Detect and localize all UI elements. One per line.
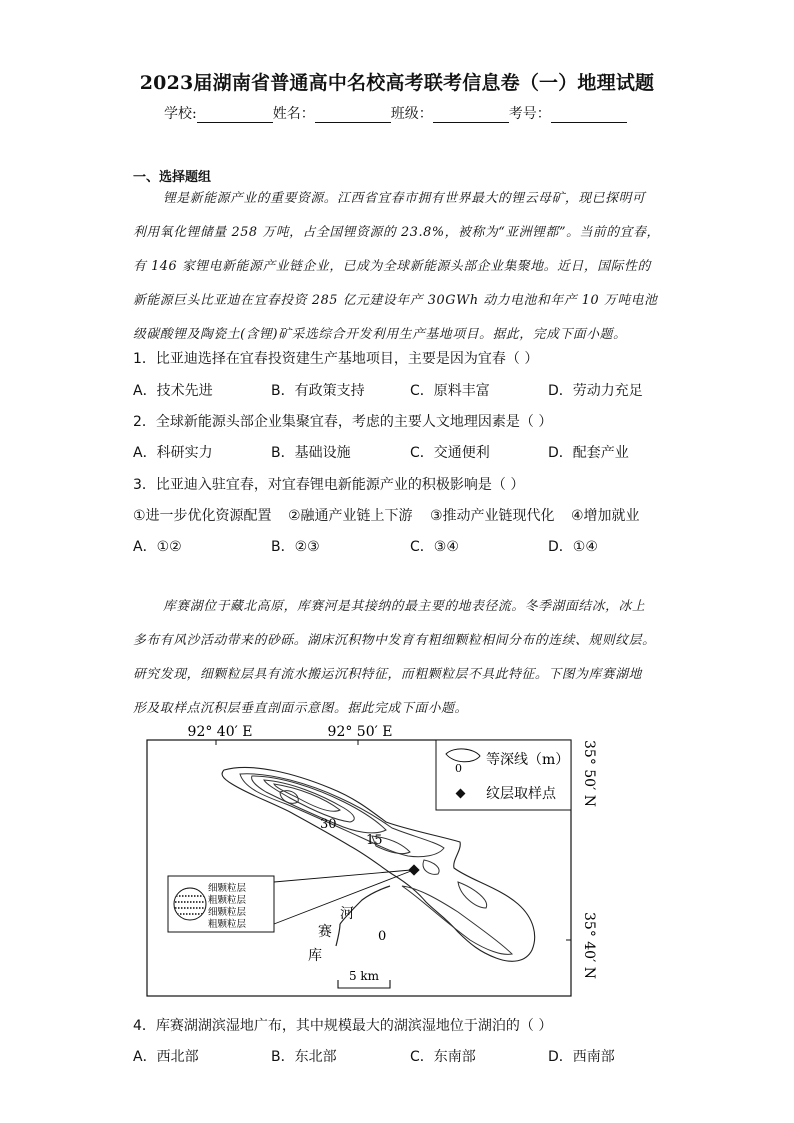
- passage-2: [133, 590, 663, 726]
- question-1-option-b[interactable]: B．有政策支持: [271, 383, 365, 399]
- passage-2-line: 多布有风沙活动带来的砂砾。湖床沉积物中发育有粗细颗粒相间分布的连续、规则纹层。: [133, 633, 656, 648]
- question-4-stem: 4．库赛湖湖滨湿地广布，其中规模最大的湖滨湿地位于湖泊的（ ）: [133, 1018, 553, 1034]
- river-label-ku: 库: [308, 948, 322, 964]
- lon-label-2: 92° 50′ E: [327, 724, 393, 740]
- contour-line: [252, 776, 386, 833]
- contour-label-15: 15: [366, 833, 383, 848]
- question-1-option-a[interactable]: A．技术先进: [133, 383, 213, 399]
- question-4-option-a[interactable]: A．西北部: [133, 1049, 199, 1065]
- class-blank: [433, 108, 509, 123]
- passage-1-line: 利用氧化锂储量 258 万吨，占全国锂资源的 23.8%，被称为“亚洲锂都”。当前的宜春，: [133, 225, 660, 240]
- passage-1-line: 新能源巨头比亚迪在宜春投资 285 亿元建设年产 30GWh 动力电池和年产 10 万吨电池: [133, 293, 658, 308]
- kusai-lake-map: [140, 718, 610, 1000]
- exam-no-blank: [551, 108, 627, 123]
- name-label: 姓名：: [272, 106, 315, 122]
- question-2-option-b[interactable]: B．基础设施: [271, 445, 351, 461]
- passage-1-line: 级碳酸锂及陶瓷土(含锂)矿采选综合开发利用生产基地项目。据此，完成下面小题。: [133, 327, 627, 342]
- question-3-choice-4: ④增加就业: [571, 508, 640, 524]
- question-2-option-d[interactable]: D．配套产业: [548, 445, 629, 461]
- question-3-stem: 3．比亚迪入驻宜春，对宜春锂电新能源产业的积极影响是（ ）: [133, 477, 525, 493]
- question-3-choice-2: ②融通产业链上下游: [288, 508, 413, 524]
- question-2-stem: 2．全球新能源头部企业集聚宜春，考虑的主要人文地理因素是（ ）: [133, 414, 553, 430]
- question-2-option-c[interactable]: C．交通便利: [410, 445, 490, 461]
- passage-1-line: 有 146 家锂电新能源产业链企业，已成为全球新能源头部企业集聚地。近日，国际性的: [133, 259, 651, 274]
- river-label-he: 河: [340, 906, 354, 922]
- question-3-option-a[interactable]: A．①②: [133, 539, 182, 555]
- scale-label: 5 km: [348, 969, 380, 983]
- question-1-option-c[interactable]: C．原料丰富: [410, 383, 490, 399]
- passage-1: [133, 182, 663, 352]
- passage-1-line: 锂是新能源产业的重要资源。江西省宜春市拥有世界最大的锂云母矿，现已探明可: [163, 191, 646, 206]
- callout-line-top: [274, 870, 411, 882]
- passage-2-line: 研究发现，细颗粒层具有流水搬运沉积特征，而粗颗粒层不具此特征。下图为库赛湖地: [133, 667, 643, 682]
- layer-label-4: 粗颗粒层: [208, 919, 247, 930]
- river-label-sai: 赛: [318, 924, 332, 940]
- lat-label-1: 35° 50′ N: [581, 740, 597, 807]
- contour-label-30: 30: [320, 817, 337, 832]
- class-label: 班级：: [390, 106, 433, 122]
- page-title: 2023届湖南省普通高中名校高考联考信息卷（一）地理试题: [139, 72, 655, 94]
- question-3-option-d[interactable]: D．①④: [548, 539, 598, 555]
- contour-line: [423, 860, 439, 874]
- layer-label-1: 细颗粒层: [208, 883, 247, 894]
- info-line: [164, 103, 627, 123]
- exam-no-label: 考号：: [508, 106, 551, 122]
- sediment-core: [174, 888, 206, 920]
- question-3-option-b[interactable]: B．②③: [271, 539, 320, 555]
- question-4-option-b[interactable]: B．东北部: [271, 1049, 337, 1065]
- contour-line: [402, 886, 512, 954]
- passage-2-line: 形及取样点沉积层垂直剖面示意图。据此完成下面小题。: [133, 701, 468, 716]
- question-4-option-c[interactable]: C．东南部: [410, 1049, 476, 1065]
- legend-contour-label: 等深线（m）: [486, 752, 570, 768]
- kusai-river-lower: [336, 924, 340, 946]
- lon-label-1: 92° 40′ E: [187, 724, 253, 740]
- contour-label-0: 0: [378, 929, 387, 944]
- question-3-choice-3: ③推动产业链现代化: [430, 508, 555, 524]
- section-title: 一、选择题组: [133, 170, 212, 185]
- question-3-option-c[interactable]: C．③④: [410, 539, 459, 555]
- name-blank: [315, 108, 391, 123]
- lat-label-2: 35° 40′ N: [581, 912, 597, 979]
- question-1-option-d[interactable]: D．劳动力充足: [548, 383, 643, 399]
- contour-line: [458, 882, 487, 908]
- layer-label-3: 细颗粒层: [208, 907, 247, 918]
- question-4-option-d[interactable]: D．西南部: [548, 1049, 615, 1065]
- school-label: 学校:: [164, 106, 197, 122]
- question-3-choice-1: ①进一步优化资源配置: [133, 508, 272, 524]
- legend-contour-value: 0: [455, 762, 462, 775]
- question-1-stem: 1．比亚迪选择在宜春投资建生产基地项目，主要是因为宜春（ ）: [133, 351, 539, 367]
- legend-sample-label: 纹层取样点: [486, 786, 556, 802]
- question-2-option-a[interactable]: A．科研实力: [133, 445, 213, 461]
- layer-label-2: 粗颗粒层: [208, 895, 247, 906]
- school-blank: [197, 108, 273, 123]
- passage-2-line: 库赛湖位于藏北高原，库赛河是其接纳的最主要的地表径流。冬季湖面结冰，冰上: [163, 599, 646, 614]
